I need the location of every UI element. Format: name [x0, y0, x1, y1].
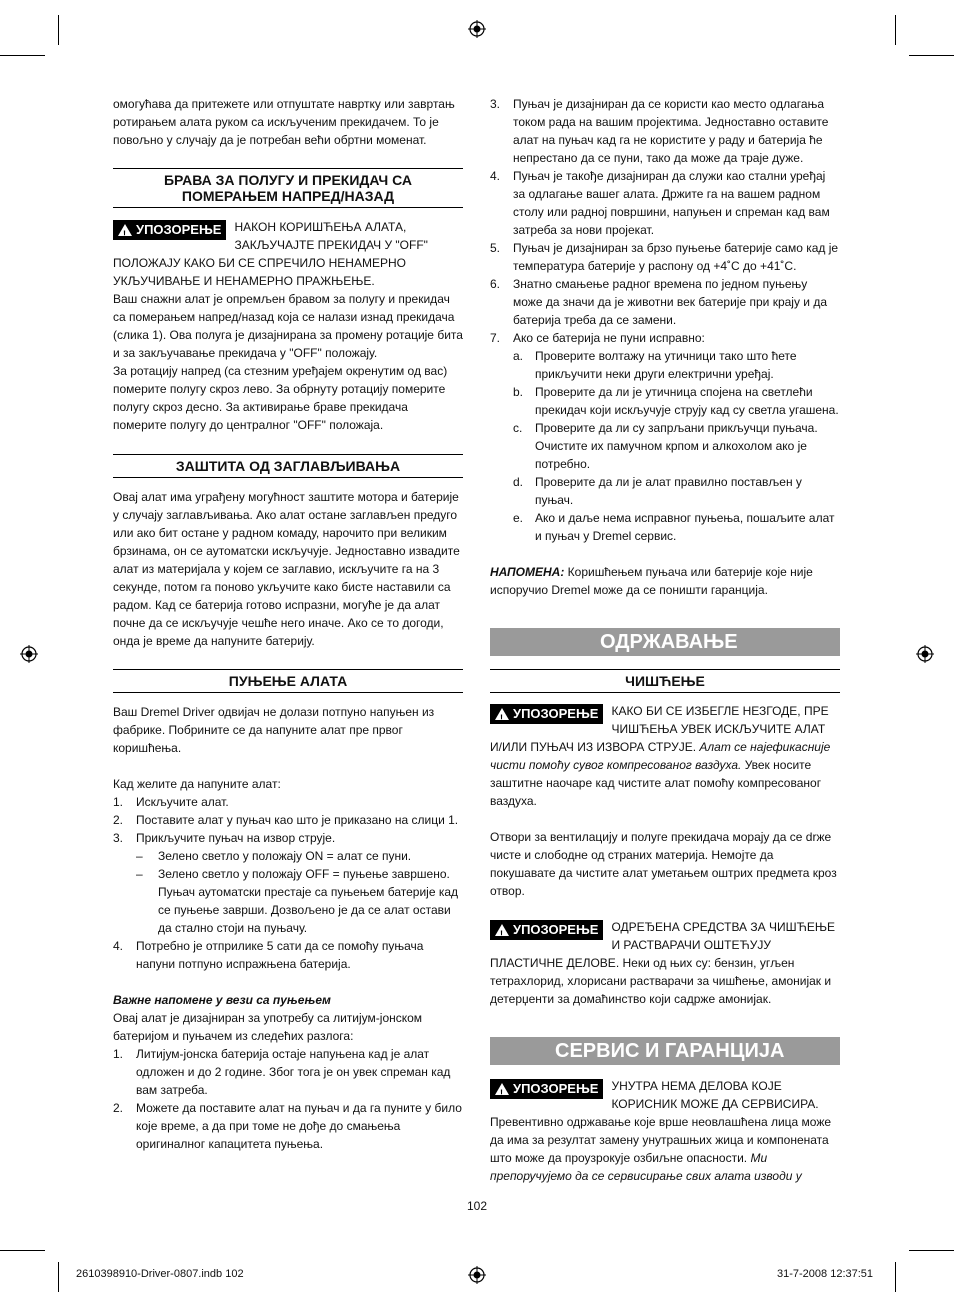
list-item: 5. Пуњач је дизајниран за брзо пуњење батерије само кад је температура батерије у распону од +4˚C до +41˚C.	[490, 241, 839, 273]
list-item: 7. Ако се батерија не пуни исправно:	[490, 331, 705, 345]
section-banner-service: СЕРВИС И ГАРАНЦИЈА	[490, 1037, 840, 1065]
intro-paragraph: омогућава да притежете или отпуштате навртку или завртањ ротирањем алата руком са искљученим прекидачем. То је повољно у случају да је потребан већи обртни моменат.	[113, 97, 455, 147]
left-column	[113, 95, 463, 1153]
crop-mark	[58, 15, 59, 45]
list-item: 4. Пуњач је такође дизајниран да служи као стални уређај за одлагање вашег алата. Држите га на вашем радном столу или радној површини, напуњен и спреман кад вам затреба за нови пројекат.	[490, 169, 830, 237]
section-heading-cleaning: ЧИШЋЕЊЕ	[490, 669, 840, 693]
lock-paragraph-2: За ротацију напред (са стезним уређајем окренутим од вас) померите полугу скроз лево. За обрнуту ротацију померите полугу скроз десно. За активирање браве прекидача померите полугу до централног "OFF" положаја.	[113, 364, 448, 432]
registration-mark-icon	[468, 20, 486, 38]
warning-badge: ! УПОЗОРЕЊЕ	[490, 1079, 603, 1099]
list-item: 3. Прикључите пуњач на извор струје.	[113, 831, 336, 845]
warning-paragraph: ! УПОЗОРЕЊЕ ОДРЕЂЕНА СРЕДСТВА ЗА ЧИШЋЕЊЕ И РАСТВАРАЧИ ОШТЕЋУЈУ ПЛАСТИЧНЕ ДЕЛОВЕ. Неки од њих су: бензин, угљен тетрахлорид, хлорисани растварачи за чишћење, амонијак и детерџенти за домаћинство који садрже амонијак.	[490, 918, 840, 1008]
crop-mark	[58, 1262, 59, 1292]
warning-paragraph: ! УПОЗОРЕЊЕ НАКОН КОРИШЋЕЊА АЛАТА, ЗАКЉУЧАЈТЕ ПРЕКИДАЧ У "OFF" ПОЛОЖАЈУ КАКО БИ СЕ СПРЕЧИЛО НЕНАМЕРНО УКЉУЧИВАЊЕ И НЕНАМЕРНО ПРАЖЊЕЊЕ.	[113, 218, 463, 290]
sub-list-item: b. Проверите да ли је утичница спојена на светлећи прекидач који искључује струју кад су светла угашена.	[513, 385, 839, 417]
registration-mark-icon	[468, 1266, 486, 1284]
lock-paragraph-1: Ваш снажни алат је опремљен бравом за полугу и прекидач са померањем напред/назад која се налази изнад прекидача (слика 1). Ова полуга је дизајнирана за промену ротације бита и за закључавање прекидача у "OFF" положају.	[113, 292, 463, 360]
warning-badge: ! УПОЗОРЕЊЕ	[490, 920, 603, 940]
list-item: 1. Литијум-јонска батерија остаје напуњена кад је алат одложен и до 2 године. Због тога је он увек спреман кад вам затреба.	[113, 1047, 451, 1097]
sub-list-item: e. Ако и даље нема исправног пуњења, пошаљите алат и пуњач у Dremel сервис.	[513, 511, 835, 543]
warning-icon	[118, 224, 132, 236]
crop-mark	[0, 1250, 45, 1251]
crop-mark	[909, 1250, 954, 1251]
stall-paragraph: Овај алат има уграђену могућност заштите мотора и батерије у случају заглављивања. Ако алат остане заглављен предуго или ако бит остане у радном комаду, нарочито при великим брзинама, он се аутоматски искључује. Једноставно извадите алат из материјала у којем се заглавио, искључите га на 3 секунде, потом га поново укључите како бисте наставили са радом. Кад се батерија готово испразни, могуће је да алат почне да се искључује чешће него иначе. Ако се то догоди, онда је време да напуните батерију.	[113, 490, 460, 648]
sub-list-item: a. Проверите волтажу на утичници тако што ћете прикључити неки други електрични уређај.	[513, 349, 797, 381]
sub-list-item: – Зелено светло у положају ON = алат се пуни.	[136, 849, 412, 863]
list-item: 4. Потребно је отприлике 5 сати да се помоћу пуњача напуни потпуно испражњена батерија.	[113, 939, 424, 971]
section-heading-charging: ПУЊЕЊЕ АЛАТА	[113, 669, 463, 693]
cleaning-paragraph: Отвори за вентилацију и полуге прекидача морају да се drже чисте и слободне од страних материја. Немојте да покушавате да чистите алат уметањем оштрих предмета кроз отвор.	[490, 830, 837, 898]
subheading-important-notes: Важне напомене у вези са пуњењем	[113, 993, 331, 1007]
sub-list-item: c. Проверите да ли су запрљани прикључци пуњача. Очистите их памучном крпом и алкохолом ако је потребно.	[513, 421, 818, 471]
charging-lead: Кад желите да напуните алат:	[113, 777, 281, 791]
list-item: 3. Пуњач је дизајниран да се користи као место одлагања током рада на вашим пројектима. Једноставно оставите алат на пуњач кад га не користите у раду и батерија ће непрестано да се пуни, тако да може да траје дуже.	[490, 97, 829, 165]
warning-icon	[495, 924, 509, 936]
charging-intro: Ваш Dremel Driver одвијач не долази потпуно напуњен из фабрике. Побрините се да напуните алат пре првог коришћења.	[113, 705, 435, 755]
footer-file-info: 2610398910-Driver-0807.indb 102	[76, 1268, 244, 1280]
crop-mark	[909, 55, 954, 56]
section-heading-stall: ЗАШТИТА ОД ЗАГЛАВЉИВАЊА	[113, 454, 463, 478]
section-banner-maintenance: ОДРЖАВАЊЕ	[490, 628, 840, 656]
right-column	[490, 95, 840, 1185]
list-item: 2. Можете да поставите алат на пуњач и да га пуните у било које време, а да при томе не дође до смањења оригиналног капацитета пуњења.	[113, 1101, 462, 1151]
registration-mark-icon	[20, 645, 38, 663]
warning-paragraph: ! УПОЗОРЕЊЕ КАКО БИ СЕ ИЗБЕГЛЕ НЕЗГОДЕ, ПРЕ ЧИШЋЕЊА УВЕК ИСКЉУЧИТЕ АЛАТ И/ИЛИ ПУЊАЧ ИЗ ИЗВОРА СТРУЈЕ. Алат се најефикасније чисти помоћу сувог компресованог ваздуха. Увек носите заштитне наочаре кад чистите алат помоћу компресованог ваздуха.	[490, 702, 840, 810]
section-heading-lock: БРАВА ЗА ПОЛУГУ И ПРЕКИДАЧ СА ПОМЕРАЊЕМ НАПРЕД/НАЗАД	[113, 168, 463, 208]
page-number: 102	[466, 1199, 488, 1213]
crop-mark	[0, 55, 45, 56]
sub-list-item: d. Проверите да ли је алат правилно постављен у пуњач.	[513, 475, 802, 507]
note-paragraph: НАПОМЕНА: Коришћењем пуњача или батерије које није испоручио Dremel може да се поништи гаранција.	[490, 565, 813, 597]
sub-list-item: – Зелено светло у положају OFF = пуњење завршено. Пуњач аутоматски престаје са пуњењем батерије кад се пуњење заврши. Дозвољено је да се алат остави да стално стоји на пуњачу.	[136, 867, 459, 935]
list-item: 1. Искључите алат.	[113, 795, 229, 809]
crop-mark	[895, 15, 896, 45]
crop-mark	[895, 1262, 896, 1292]
footer-timestamp: 31-7-2008 12:37:51	[777, 1268, 874, 1280]
list-item: 6. Знатно смањење радног времена по једном пуњењу може да значи да је животни век батерије при крају и да батерија треба да се замени.	[490, 277, 827, 327]
warning-paragraph: ! УПОЗОРЕЊЕ УНУТРА НЕМА ДЕЛОВА КОЈЕ КОРИСНИК МОЖЕ ДА СЕРВИСИРА. Превентивно одржавање које врше неовлашћена лица може да има за резултат замену унутрашњих жица и компонената што може да проузрокује озбиљне опасности. Ми препоручујемо да се сервисирање свих алата изводи у	[490, 1077, 840, 1185]
warning-icon	[495, 708, 509, 720]
registration-mark-icon	[916, 645, 934, 663]
warning-badge: ! УПОЗОРЕЊЕ	[113, 220, 226, 240]
notes-intro: Овај алат је дизајниран за употребу са литијум-јонском батеријом и пуњачем из следећих разлога:	[113, 1011, 423, 1043]
list-item: 2. Поставите алат у пуњач као што је приказано на слици 1.	[113, 813, 459, 827]
warning-icon	[495, 1083, 509, 1095]
warning-badge: ! УПОЗОРЕЊЕ	[490, 704, 603, 724]
